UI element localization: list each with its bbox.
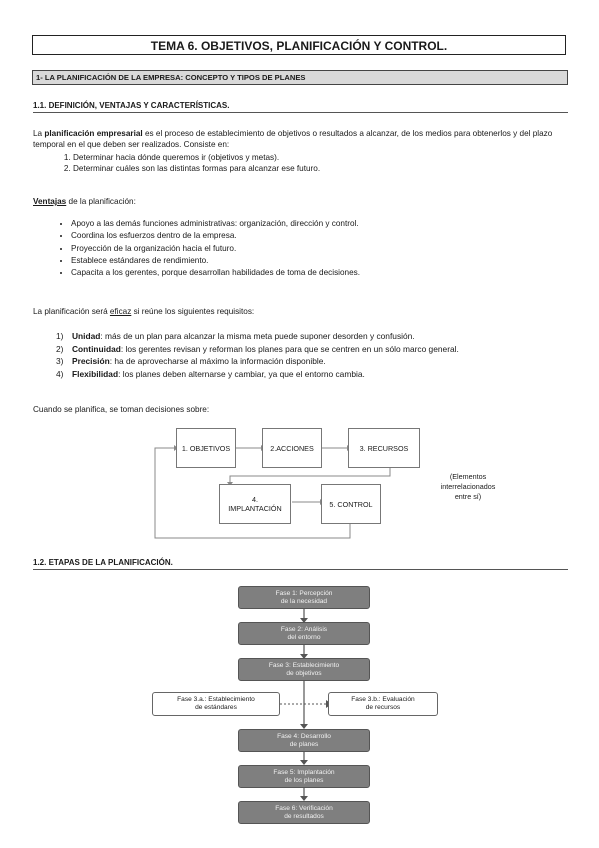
- list-item: [56, 355, 459, 368]
- note-line: interrelacionados: [440, 482, 496, 491]
- subsection-heading-1-2: 1.2. ETAPAS DE LA PLANIFICACIÓN.: [33, 558, 173, 567]
- phase-line: del entorno: [287, 633, 321, 641]
- phase-box-3a: [152, 692, 280, 716]
- subsection-heading-1-1: 1.1. DEFINICIÓN, VENTAJAS Y CARACTERÍSTICAS.: [33, 101, 230, 110]
- phase-line: Fase 3: Establecimiento: [268, 661, 340, 669]
- phase-line: de la necesidad: [280, 597, 328, 605]
- item-term: Unidad: [72, 331, 101, 341]
- list-item: [56, 330, 459, 343]
- note-line: (Elementos: [449, 472, 487, 481]
- list-item: 2. Determinar cuáles son las distintas formas para alcanzar ese futuro.: [73, 163, 320, 174]
- heading-rule: [33, 569, 568, 570]
- intro-lead: La: [33, 129, 45, 138]
- phase-line: de objetivos: [286, 669, 322, 677]
- phase-box-6: [238, 801, 370, 824]
- list-item: • Capacita a los gerentes, porque desarrollan habilidades de toma de decisiones.: [71, 267, 360, 279]
- phase-box-5: [238, 765, 370, 788]
- item-number: 2): [56, 343, 64, 354]
- intro-rest: es el proceso de establecimiento de objetivos o resultados a alcanzar, de los medios para obtenerlos y del plazo temporal en el que deben ser realizados. Consiste en:: [33, 129, 553, 149]
- phase-line: de planes: [289, 740, 319, 748]
- phase-box-3b: [328, 692, 438, 716]
- cycle-box-acciones: 2.ACCIONES: [262, 428, 322, 468]
- cycle-note: [424, 472, 512, 502]
- phase-box-2: [238, 622, 370, 645]
- cycle-box-implantacion: [219, 484, 291, 524]
- phase-line: Fase 3.a.: Establecimiento: [177, 696, 255, 703]
- decisions-intro: Cuando se planifica, se toman decisiones sobre:: [33, 405, 210, 414]
- page-title: TEMA 6. OBJETIVOS, PLANIFICACIÓN Y CONTROL.: [32, 35, 566, 55]
- advantages-list: [33, 218, 360, 279]
- requirements-heading: [33, 306, 568, 317]
- cycle-box-recursos: 3. RECURSOS: [348, 428, 420, 468]
- requirements-list: [56, 330, 459, 380]
- list-item: [56, 343, 459, 356]
- phase-box-4: [238, 729, 370, 752]
- note-line: entre sí): [454, 492, 482, 501]
- box-line: 4.: [252, 495, 258, 504]
- phase-line: de resultados: [284, 812, 324, 820]
- list-item: [56, 368, 459, 381]
- list-item: • Proyección de la organización hacia el futuro.: [71, 243, 360, 255]
- item-number: 1): [56, 331, 64, 341]
- phase-box-1: [238, 586, 370, 609]
- item-term: Continuidad: [72, 343, 121, 354]
- section-heading: 1- LA PLANIFICACIÓN DE LA EMPRESA: CONCEPTO Y TIPOS DE PLANES: [32, 70, 568, 85]
- phase-line: Fase 1: Percepción: [275, 589, 333, 597]
- item-term: Precisión: [72, 356, 110, 367]
- phase-line: Fase 3.b.: Evaluación: [351, 696, 415, 703]
- phase-line: Fase 6: Verificación: [275, 804, 333, 812]
- phase-box-3: [238, 658, 370, 681]
- item-term: Flexibilidad: [72, 368, 119, 379]
- phase-line: Fase 2: Análisis: [280, 625, 328, 633]
- phase-line: Fase 4: Desarrollo: [277, 732, 331, 740]
- advantages-heading: [33, 196, 568, 207]
- steps-list: [33, 152, 320, 174]
- item-number: 3): [56, 356, 64, 367]
- list-item: • Coordina los esfuerzos dentro de la empresa.: [71, 230, 360, 242]
- list-item: • Apoyo a las demás funciones administrativas: organización, dirección y control.: [71, 218, 360, 230]
- advantages-term: Ventajas: [33, 197, 67, 206]
- list-item: 1. Determinar hacia dónde queremos ir (objetivos y metas).: [73, 152, 320, 163]
- item-text: : ha de aprovecharse al máximo la información disponible.: [109, 356, 326, 367]
- requirements-lead: La planificación será: [33, 307, 110, 316]
- box-line: IMPLANTACIÓN: [228, 504, 282, 513]
- item-text: : más de un plan para alcanzar la misma meta puede suponer desorden y confusión.: [100, 331, 415, 341]
- cycle-box-objetivos: 1. OBJETIVOS: [176, 428, 236, 468]
- intro-paragraph: [33, 128, 568, 150]
- requirements-term: eficaz: [109, 307, 132, 316]
- item-text: : los gerentes revisan y reforman los planes para que se centren en un sólo marco general.: [120, 343, 459, 354]
- cycle-box-control: 5. CONTROL: [321, 484, 381, 524]
- phase-line: de recursos: [365, 704, 401, 711]
- advantages-rest: de la planificación:: [66, 197, 136, 206]
- heading-rule: [33, 112, 568, 113]
- arrow-3-4: [230, 468, 390, 482]
- item-number: 4): [56, 368, 64, 379]
- intro-term: planificación empresarial: [44, 129, 143, 138]
- phase-line: Fase 5: Implantación: [273, 768, 335, 776]
- phase-line: de estándares: [195, 704, 237, 711]
- item-text: : los planes deben alternarse y cambiar, ya que el entorno cambia.: [118, 368, 365, 379]
- phase-line: de los planes: [284, 776, 324, 784]
- requirements-rest: si reúne los siguientes requisitos:: [131, 307, 255, 316]
- list-item: • Establece estándares de rendimiento.: [71, 255, 360, 267]
